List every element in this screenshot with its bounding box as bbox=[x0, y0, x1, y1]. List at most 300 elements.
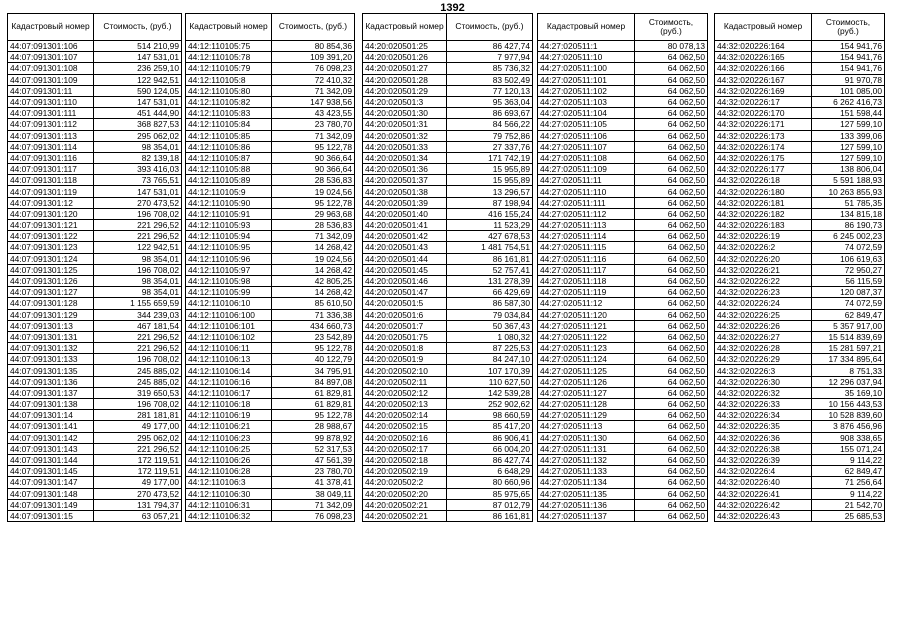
cadastral-number-cell: 44:32:020226:36 bbox=[715, 432, 812, 443]
cost-cell: 80 078,13 bbox=[635, 41, 708, 52]
cadastral-number-cell: 44:20:020501:37 bbox=[363, 175, 447, 186]
cadastral-number-cell: 44:07:091301:144 bbox=[8, 454, 94, 465]
cadastral-number-cell: 44:32:020226:171 bbox=[715, 119, 812, 130]
table-row bbox=[186, 231, 355, 242]
cadastral-number-cell: 44:32:020226:25 bbox=[715, 309, 812, 320]
table-row bbox=[186, 421, 355, 432]
cost-cell: 28 988,67 bbox=[272, 421, 355, 432]
cadastral-number-cell: 44:20:020501:40 bbox=[363, 208, 447, 219]
cost-cell: 64 062,50 bbox=[635, 119, 708, 130]
table-row bbox=[538, 108, 708, 119]
cost-cell: 196 708,02 bbox=[94, 208, 182, 219]
cost-cell: 64 062,50 bbox=[635, 175, 708, 186]
cadastral-number-cell: 44:27:020511:124 bbox=[538, 354, 635, 365]
cadastral-number-cell: 44:27:020511:135 bbox=[538, 488, 635, 499]
cadastral-number-cell: 44:32:020226:32 bbox=[715, 387, 812, 398]
cost-cell: 64 062,50 bbox=[635, 365, 708, 376]
table-row bbox=[8, 443, 182, 454]
cost-cell: 64 062,50 bbox=[635, 309, 708, 320]
cost-cell: 84 566,22 bbox=[447, 119, 533, 130]
cost-cell: 64 062,50 bbox=[635, 253, 708, 264]
cost-cell: 64 062,50 bbox=[635, 331, 708, 342]
cadastral-number-cell: 44:12:110105:82 bbox=[186, 96, 272, 107]
cadastral-number-cell: 44:07:091301:107 bbox=[8, 52, 94, 63]
table-row bbox=[8, 488, 182, 499]
table-row bbox=[715, 197, 885, 208]
table-row bbox=[8, 354, 182, 365]
cadastral-number-cell: 44:20:020501:9 bbox=[363, 354, 447, 365]
table-row bbox=[363, 399, 533, 410]
cadastral-number-cell: 44:20:020502:11 bbox=[363, 376, 447, 387]
cost-cell: 38 049,11 bbox=[272, 488, 355, 499]
cadastral-number-cell: 44:07:091301:133 bbox=[8, 354, 94, 365]
cost-cell: 154 941,76 bbox=[812, 41, 885, 52]
cadastral-number-cell: 44:20:020501:42 bbox=[363, 231, 447, 242]
table-row bbox=[715, 298, 885, 309]
table-row bbox=[363, 85, 533, 96]
table-row bbox=[8, 175, 182, 186]
cost-cell: 64 062,50 bbox=[635, 343, 708, 354]
cadastral-number-cell: 44:27:020511:128 bbox=[538, 399, 635, 410]
cadastral-number-cell: 44:32:020226:20 bbox=[715, 253, 812, 264]
cost-cell: 11 523,29 bbox=[447, 220, 533, 231]
cadastral-number-cell: 44:27:020511:130 bbox=[538, 432, 635, 443]
table-row bbox=[715, 108, 885, 119]
cadastral-number-cell: 44:32:020226:22 bbox=[715, 275, 812, 286]
cost-cell: 73 765,51 bbox=[94, 175, 182, 186]
cost-cell: 196 708,02 bbox=[94, 354, 182, 365]
cost-cell: 6 245 002,23 bbox=[812, 231, 885, 242]
table-row bbox=[715, 41, 885, 52]
cost-cell: 80 854,36 bbox=[272, 41, 355, 52]
cadastral-number-cell: 44:27:020511:106 bbox=[538, 130, 635, 141]
table-row bbox=[715, 63, 885, 74]
cost-cell: 21 542,70 bbox=[812, 499, 885, 510]
cost-cell: 66 004,20 bbox=[447, 443, 533, 454]
table-header-row bbox=[715, 14, 885, 41]
cost-cell: 85 417,20 bbox=[447, 421, 533, 432]
table-row bbox=[363, 432, 533, 443]
table-row bbox=[538, 432, 708, 443]
table-row bbox=[363, 331, 533, 342]
cadastral-number-cell: 44:12:110106:17 bbox=[186, 387, 272, 398]
cost-cell: 99 878,92 bbox=[272, 432, 355, 443]
table-row bbox=[538, 309, 708, 320]
cadastral-number-cell: 44:12:110106:10 bbox=[186, 298, 272, 309]
cost-cell: 42 805,25 bbox=[272, 275, 355, 286]
table-row bbox=[538, 63, 708, 74]
table-row bbox=[186, 488, 355, 499]
table-row bbox=[538, 197, 708, 208]
table-row bbox=[363, 298, 533, 309]
cost-cell: 14 268,42 bbox=[272, 264, 355, 275]
cadastral-number-cell: 44:12:110105:98 bbox=[186, 275, 272, 286]
table-row bbox=[8, 74, 182, 85]
table-row bbox=[363, 387, 533, 398]
cost-cell: 127 599,10 bbox=[812, 141, 885, 152]
table-row bbox=[715, 477, 885, 488]
cadastral-number-cell: 44:32:020226:28 bbox=[715, 343, 812, 354]
table-row bbox=[538, 477, 708, 488]
cadastral-number-cell: 44:32:020226:38 bbox=[715, 443, 812, 454]
cadastral-number-cell: 44:12:110106:11 bbox=[186, 343, 272, 354]
cost-cell: 64 062,50 bbox=[635, 197, 708, 208]
table-row bbox=[363, 454, 533, 465]
cost-cell: 71 342,09 bbox=[272, 85, 355, 96]
cadastral-number-cell: 44:32:020226:23 bbox=[715, 287, 812, 298]
table-row bbox=[186, 52, 355, 63]
cost-cell: 9 114,22 bbox=[812, 454, 885, 465]
cost-cell: 281 181,81 bbox=[94, 410, 182, 421]
table-row bbox=[538, 242, 708, 253]
cost-cell: 86 161,81 bbox=[447, 253, 533, 264]
cadastral-number-cell: 44:27:020511:105 bbox=[538, 119, 635, 130]
cost-cell: 72 410,32 bbox=[272, 74, 355, 85]
cadastral-number-cell: 44:07:091301:111 bbox=[8, 108, 94, 119]
cost-cell: 101 085,00 bbox=[812, 85, 885, 96]
cost-cell: 71 256,64 bbox=[812, 477, 885, 488]
cadastral-number-cell: 44:12:110105:89 bbox=[186, 175, 272, 186]
table-row bbox=[363, 275, 533, 286]
cadastral-number-cell: 44:27:020511:121 bbox=[538, 320, 635, 331]
table-row bbox=[715, 152, 885, 163]
cadastral-number-cell: 44:20:020501:7 bbox=[363, 320, 447, 331]
cadastral-number-cell: 44:07:091301:121 bbox=[8, 220, 94, 231]
table-row bbox=[8, 96, 182, 107]
table-row bbox=[538, 331, 708, 342]
cost-cell: 64 062,50 bbox=[635, 74, 708, 85]
cadastral-number-cell: 44:32:020226:166 bbox=[715, 63, 812, 74]
cadastral-number-cell: 44:27:020511:115 bbox=[538, 242, 635, 253]
cadastral-number-cell: 44:07:091301:118 bbox=[8, 175, 94, 186]
cadastral-number-cell: 44:27:020511:103 bbox=[538, 96, 635, 107]
table-row bbox=[538, 510, 708, 521]
cadastral-number-cell: 44:27:020511:109 bbox=[538, 164, 635, 175]
cadastral-number-cell: 44:27:020511:107 bbox=[538, 141, 635, 152]
table-row bbox=[538, 421, 708, 432]
cadastral-table-2 bbox=[185, 13, 355, 522]
cost-cell: 87 012,79 bbox=[447, 499, 533, 510]
table-row bbox=[8, 466, 182, 477]
cost-cell: 87 198,94 bbox=[447, 197, 533, 208]
cadastral-number-cell: 44:32:020226:33 bbox=[715, 399, 812, 410]
cadastral-number-cell: 44:12:110105:85 bbox=[186, 130, 272, 141]
table-row bbox=[715, 410, 885, 421]
cost-cell: 127 599,10 bbox=[812, 152, 885, 163]
table-row bbox=[538, 141, 708, 152]
cost-cell: 56 115,59 bbox=[812, 275, 885, 286]
cadastral-number-cell: 44:27:020511:10 bbox=[538, 52, 635, 63]
table-row bbox=[363, 343, 533, 354]
cost-cell: 64 062,50 bbox=[635, 387, 708, 398]
table-row bbox=[8, 410, 182, 421]
cadastral-number-cell: 44:12:110105:93 bbox=[186, 220, 272, 231]
cadastral-number-cell: 44:07:091301:149 bbox=[8, 499, 94, 510]
table-row bbox=[8, 387, 182, 398]
cadastral-number-cell: 44:12:110105:94 bbox=[186, 231, 272, 242]
cadastral-number-cell: 44:20:020501:47 bbox=[363, 287, 447, 298]
table-row bbox=[363, 231, 533, 242]
cost-cell: 270 473,52 bbox=[94, 488, 182, 499]
table-row bbox=[186, 119, 355, 130]
cadastral-number-cell: 44:32:020226:4 bbox=[715, 466, 812, 477]
cost-cell: 95 122,78 bbox=[272, 410, 355, 421]
table-row bbox=[715, 309, 885, 320]
cadastral-number-cell: 44:27:020511:12 bbox=[538, 298, 635, 309]
cadastral-number-cell: 44:07:091301:141 bbox=[8, 421, 94, 432]
cost-cell: 61 829,81 bbox=[272, 399, 355, 410]
cadastral-number-cell: 44:20:020501:33 bbox=[363, 141, 447, 152]
table-row bbox=[8, 343, 182, 354]
cost-cell: 120 087,37 bbox=[812, 287, 885, 298]
cadastral-number-cell: 44:32:020226:26 bbox=[715, 320, 812, 331]
cadastral-number-cell: 44:07:091301:110 bbox=[8, 96, 94, 107]
table-row bbox=[363, 320, 533, 331]
table-row bbox=[186, 175, 355, 186]
cost-cell: 14 268,42 bbox=[272, 242, 355, 253]
table-row bbox=[186, 208, 355, 219]
cost-cell: 47 561,39 bbox=[272, 454, 355, 465]
cadastral-number-cell: 44:20:020501:5 bbox=[363, 298, 447, 309]
cost-cell: 82 139,18 bbox=[94, 152, 182, 163]
table-row bbox=[186, 343, 355, 354]
table-row bbox=[538, 320, 708, 331]
table-row bbox=[186, 130, 355, 141]
table-row bbox=[715, 510, 885, 521]
table-row bbox=[363, 242, 533, 253]
table-row bbox=[363, 488, 533, 499]
cost-cell: 106 619,63 bbox=[812, 253, 885, 264]
cost-cell: 142 539,28 bbox=[447, 387, 533, 398]
cadastral-number-cell: 44:20:020501:75 bbox=[363, 331, 447, 342]
cadastral-number-cell: 44:07:091301:145 bbox=[8, 466, 94, 477]
cost-cell: 28 536,83 bbox=[272, 220, 355, 231]
table-row bbox=[8, 376, 182, 387]
cost-cell: 71 342,09 bbox=[272, 499, 355, 510]
table-row bbox=[715, 331, 885, 342]
cadastral-number-cell: 44:12:110106:18 bbox=[186, 399, 272, 410]
cost-cell: 172 119,51 bbox=[94, 466, 182, 477]
cost-cell: 64 062,50 bbox=[635, 477, 708, 488]
cost-cell: 6 648,29 bbox=[447, 466, 533, 477]
table-row bbox=[715, 387, 885, 398]
cost-cell: 63 057,21 bbox=[94, 510, 182, 521]
cadastral-number-cell: 44:12:110106:32 bbox=[186, 510, 272, 521]
table-row bbox=[8, 264, 182, 275]
table-row bbox=[363, 186, 533, 197]
cost-cell: 434 660,73 bbox=[272, 320, 355, 331]
cadastral-number-cell: 44:12:110106:13 bbox=[186, 354, 272, 365]
cost-cell: 23 542,89 bbox=[272, 331, 355, 342]
cadastral-number-cell: 44:20:020502:14 bbox=[363, 410, 447, 421]
table-row bbox=[8, 130, 182, 141]
cost-cell: 98 354,01 bbox=[94, 253, 182, 264]
cadastral-number-cell: 44:07:091301:11 bbox=[8, 85, 94, 96]
cost-cell: 7 977,94 bbox=[447, 52, 533, 63]
cost-cell: 85 610,50 bbox=[272, 298, 355, 309]
cost-cell: 35 169,10 bbox=[812, 387, 885, 398]
cadastral-number-cell: 44:12:110105:79 bbox=[186, 63, 272, 74]
table-row bbox=[8, 454, 182, 465]
table-row bbox=[715, 488, 885, 499]
cost-cell: 64 062,50 bbox=[635, 63, 708, 74]
cost-cell: 49 177,00 bbox=[94, 477, 182, 488]
cadastral-number-cell: 44:12:110105:75 bbox=[186, 41, 272, 52]
table-row bbox=[715, 119, 885, 130]
table-row bbox=[8, 242, 182, 253]
table-row bbox=[715, 365, 885, 376]
cost-cell: 85 736,32 bbox=[447, 63, 533, 74]
cadastral-number-cell: 44:32:020226:181 bbox=[715, 197, 812, 208]
cadastral-number-cell: 44:12:110106:101 bbox=[186, 320, 272, 331]
cost-cell: 151 598,44 bbox=[812, 108, 885, 119]
table-row bbox=[538, 175, 708, 186]
cadastral-number-cell: 44:07:091301:147 bbox=[8, 477, 94, 488]
cost-cell: 86 427,74 bbox=[447, 41, 533, 52]
cost-cell: 1 155 659,59 bbox=[94, 298, 182, 309]
table-row bbox=[363, 443, 533, 454]
table-row bbox=[715, 499, 885, 510]
cadastral-number-cell: 44:27:020511:113 bbox=[538, 220, 635, 231]
cadastral-number-cell: 44:07:091301:15 bbox=[8, 510, 94, 521]
table-row bbox=[186, 152, 355, 163]
cost-cell: 221 296,52 bbox=[94, 331, 182, 342]
table-row bbox=[363, 63, 533, 74]
cost-cell: 95 122,78 bbox=[272, 197, 355, 208]
header-cost: Стоимость, (руб.) bbox=[447, 14, 533, 41]
cost-cell: 147 531,01 bbox=[94, 52, 182, 63]
cadastral-number-cell: 44:27:020511:132 bbox=[538, 454, 635, 465]
cadastral-number-cell: 44:20:020501:30 bbox=[363, 108, 447, 119]
table-row bbox=[186, 365, 355, 376]
cadastral-number-cell: 44:20:020501:31 bbox=[363, 119, 447, 130]
cost-cell: 196 708,02 bbox=[94, 264, 182, 275]
table-row bbox=[186, 387, 355, 398]
table-row bbox=[363, 354, 533, 365]
table-row bbox=[715, 432, 885, 443]
table-row bbox=[186, 399, 355, 410]
table-row bbox=[8, 164, 182, 175]
cost-cell: 155 071,24 bbox=[812, 443, 885, 454]
table-row bbox=[538, 454, 708, 465]
table-row bbox=[8, 287, 182, 298]
table-row bbox=[186, 164, 355, 175]
table-row bbox=[363, 421, 533, 432]
cadastral-number-cell: 44:32:020226:164 bbox=[715, 41, 812, 52]
cadastral-number-cell: 44:27:020511:137 bbox=[538, 510, 635, 521]
cost-cell: 64 062,50 bbox=[635, 231, 708, 242]
cadastral-number-cell: 44:07:091301:109 bbox=[8, 74, 94, 85]
cadastral-number-cell: 44:32:020226:174 bbox=[715, 141, 812, 152]
cadastral-number-cell: 44:27:020511:104 bbox=[538, 108, 635, 119]
cost-cell: 64 062,50 bbox=[635, 52, 708, 63]
cost-cell: 127 599,10 bbox=[812, 119, 885, 130]
cost-cell: 171 742,19 bbox=[447, 152, 533, 163]
cadastral-table-4 bbox=[537, 13, 708, 522]
cost-cell: 64 062,50 bbox=[635, 432, 708, 443]
table-row bbox=[363, 208, 533, 219]
table-header-row bbox=[8, 14, 182, 41]
cost-cell: 64 062,50 bbox=[635, 320, 708, 331]
cost-cell: 64 062,50 bbox=[635, 275, 708, 286]
header-cost: Стоимость, (руб.) bbox=[812, 14, 885, 41]
cadastral-table-3 bbox=[362, 13, 533, 522]
cost-cell: 49 177,00 bbox=[94, 421, 182, 432]
cadastral-number-cell: 44:32:020226:21 bbox=[715, 264, 812, 275]
cadastral-number-cell: 44:32:020226:169 bbox=[715, 85, 812, 96]
cost-cell: 19 024,56 bbox=[272, 253, 355, 264]
cadastral-number-cell: 44:12:110106:31 bbox=[186, 499, 272, 510]
cadastral-number-cell: 44:07:091301:135 bbox=[8, 365, 94, 376]
cadastral-number-cell: 44:20:020501:45 bbox=[363, 264, 447, 275]
table-row bbox=[538, 343, 708, 354]
cost-cell: 86 693,67 bbox=[447, 108, 533, 119]
table-row bbox=[363, 499, 533, 510]
cadastral-number-cell: 44:12:110105:87 bbox=[186, 152, 272, 163]
cadastral-number-cell: 44:27:020511:11 bbox=[538, 175, 635, 186]
cost-cell: 40 122,79 bbox=[272, 354, 355, 365]
table-row bbox=[715, 52, 885, 63]
cadastral-number-cell: 44:12:110106:19 bbox=[186, 410, 272, 421]
cost-cell: 64 062,50 bbox=[635, 354, 708, 365]
cadastral-number-cell: 44:20:020502:21 bbox=[363, 499, 447, 510]
cost-cell: 90 366,64 bbox=[272, 152, 355, 163]
table-row bbox=[186, 432, 355, 443]
cadastral-number-cell: 44:07:091301:113 bbox=[8, 130, 94, 141]
table-row bbox=[715, 343, 885, 354]
table-row bbox=[715, 130, 885, 141]
cost-cell: 109 391,20 bbox=[272, 52, 355, 63]
table-row bbox=[363, 376, 533, 387]
cost-cell: 10 156 443,53 bbox=[812, 399, 885, 410]
cost-cell: 52 317,53 bbox=[272, 443, 355, 454]
cost-cell: 91 970,78 bbox=[812, 74, 885, 85]
cadastral-number-cell: 44:12:110106:102 bbox=[186, 331, 272, 342]
table-row bbox=[363, 152, 533, 163]
cadastral-number-cell: 44:27:020511:101 bbox=[538, 74, 635, 85]
table-row bbox=[186, 108, 355, 119]
cost-cell: 64 062,50 bbox=[635, 499, 708, 510]
cost-cell: 41 378,41 bbox=[272, 477, 355, 488]
table-row bbox=[538, 74, 708, 85]
cost-cell: 122 942,51 bbox=[94, 242, 182, 253]
cost-cell: 64 062,50 bbox=[635, 242, 708, 253]
cost-cell: 8 751,33 bbox=[812, 365, 885, 376]
cost-cell: 154 941,76 bbox=[812, 63, 885, 74]
cadastral-number-cell: 44:07:091301:148 bbox=[8, 488, 94, 499]
table-row bbox=[363, 287, 533, 298]
cadastral-number-cell: 44:27:020511:129 bbox=[538, 410, 635, 421]
table-row bbox=[715, 242, 885, 253]
cadastral-number-cell: 44:32:020226:24 bbox=[715, 298, 812, 309]
table-row bbox=[715, 85, 885, 96]
table-row bbox=[363, 510, 533, 521]
table-row bbox=[538, 130, 708, 141]
cost-cell: 64 062,50 bbox=[635, 141, 708, 152]
cost-cell: 107 170,39 bbox=[447, 365, 533, 376]
table-row bbox=[363, 108, 533, 119]
cadastral-number-cell: 44:27:020511:120 bbox=[538, 309, 635, 320]
cadastral-number-cell: 44:27:020511:118 bbox=[538, 275, 635, 286]
cadastral-number-cell: 44:12:110105:80 bbox=[186, 85, 272, 96]
cadastral-number-cell: 44:32:020226:182 bbox=[715, 208, 812, 219]
table-row bbox=[538, 387, 708, 398]
cadastral-number-cell: 44:12:110105:90 bbox=[186, 197, 272, 208]
cadastral-number-cell: 44:12:110106:28 bbox=[186, 466, 272, 477]
cadastral-number-cell: 44:12:110105:95 bbox=[186, 242, 272, 253]
cadastral-number-cell: 44:07:091301:108 bbox=[8, 63, 94, 74]
cost-cell: 1 080,32 bbox=[447, 331, 533, 342]
